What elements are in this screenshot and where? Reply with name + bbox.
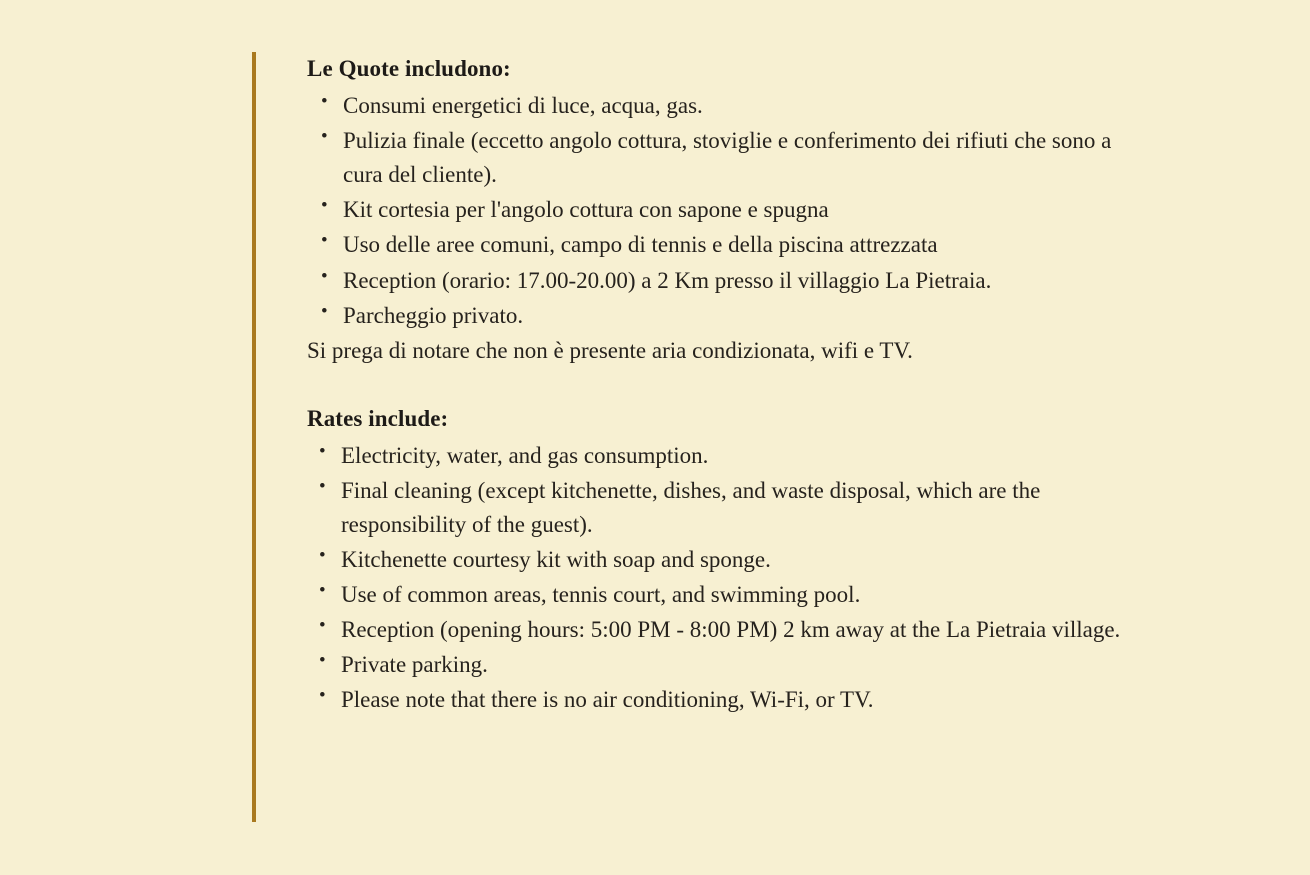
list-item: • Use of common areas, tennis court, and swimming pool. (307, 578, 1161, 612)
list-item: • Pulizia finale (eccetto angolo cottura, stoviglie e conferimento dei rifiuti che sono a cura del cliente). (307, 124, 1143, 192)
content-block (252, 52, 1252, 822)
list-item: • Kit cortesia per l'angolo cottura con sapone e spugna (307, 193, 1143, 227)
list-item: • Parcheggio privato. (307, 299, 1143, 333)
list-item: • Private parking. (307, 648, 1161, 682)
note-italian: Si prega di notare che non è presente aria condizionata, wifi e TV. (307, 337, 913, 363)
section-spacer (307, 368, 1252, 402)
list-item: • Consumi energetici di luce, acqua, gas. (307, 89, 1143, 123)
list-item: • Please note that there is no air conditioning, Wi-Fi, or TV. (307, 683, 1161, 717)
list-item: • Reception (opening hours: 5:00 PM - 8:00 PM) 2 km away at the La Pietraia village. (307, 613, 1161, 647)
list-item: • Final cleaning (except kitchenette, dishes, and waste disposal, which are the responsibility of the guest). (307, 474, 1161, 542)
section-title-english: Rates include: (307, 405, 449, 431)
section-title-italian: Le Quote includono: (307, 56, 511, 81)
section-english (307, 402, 1252, 718)
list-item: • Kitchenette courtesy kit with soap and sponge. (307, 543, 1161, 577)
list-item: • Reception (orario: 17.00-20.00) a 2 Km presso il villaggio La Pietraia. (307, 264, 1143, 298)
list-item: • Electricity, water, and gas consumption. (307, 439, 1161, 473)
section-italian (307, 52, 1252, 368)
list-english (307, 439, 1252, 717)
list-item: • Uso delle aree comuni, campo di tennis e della piscina attrezzata (307, 228, 1143, 262)
list-italian (307, 89, 1252, 332)
